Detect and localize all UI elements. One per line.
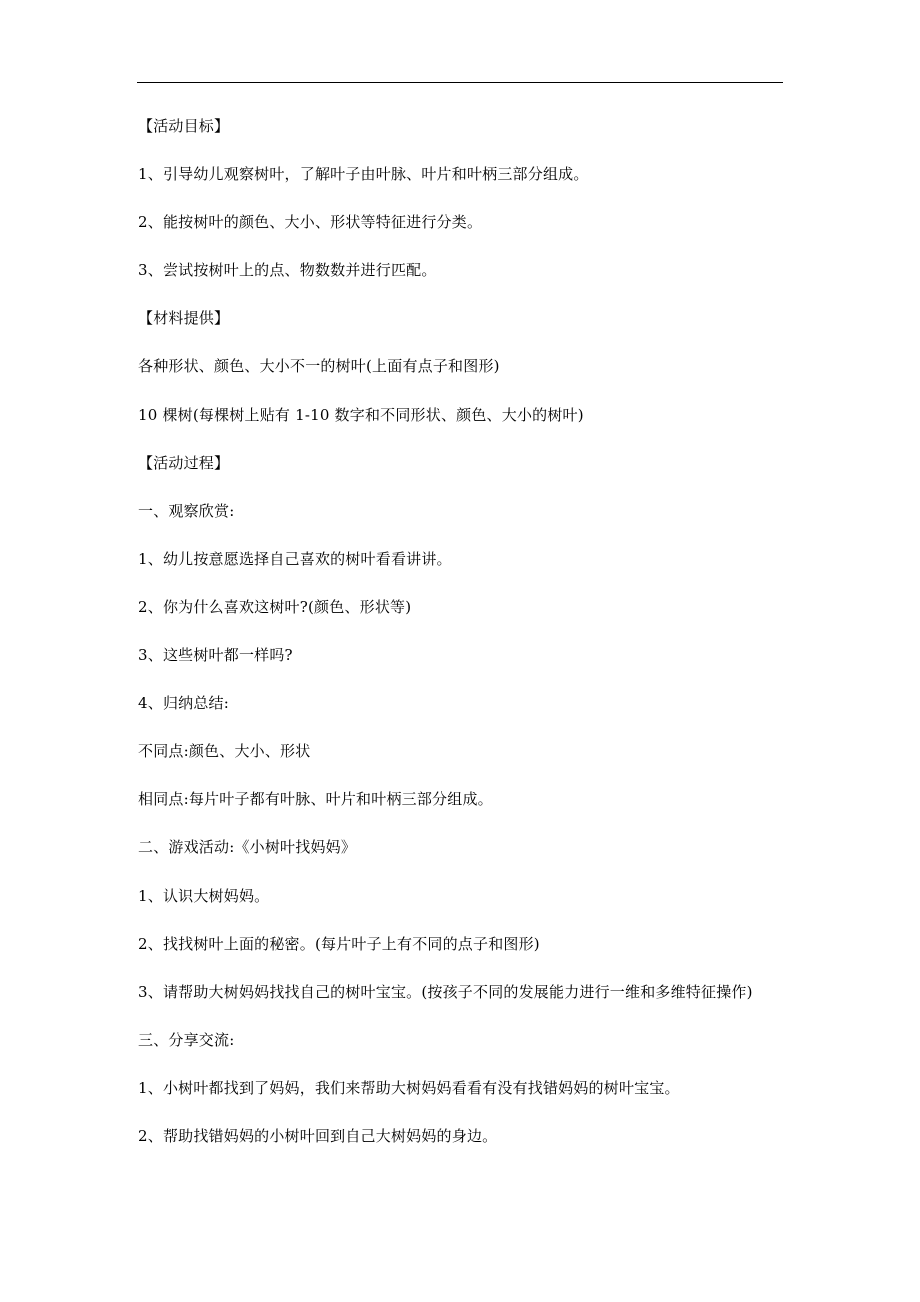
goal-item-3: 3、尝试按树叶上的点、物数数并进行匹配。 (138, 261, 437, 280)
section-heading-activity-goals: 【活动目标】 (138, 117, 230, 135)
subsection-heading-game: 二、游戏活动:《小树叶找妈妈》 (138, 838, 357, 857)
observe-item-3: 3、这些树叶都一样吗? (138, 646, 293, 665)
share-item-1: 1、小树叶都找到了妈妈，我们来帮助大树妈妈看看有没有找错妈妈的树叶宝宝。 (138, 1078, 680, 1097)
section-heading-materials: 【材料提供】 (138, 309, 230, 328)
material-item-1: 各种形状、颜色、大小不一的树叶(上面有点子和图形) (138, 357, 500, 376)
game-item-2: 2、找找树叶上面的秘密。(每片叶子上有不同的点子和图形) (138, 934, 540, 953)
header-rule (137, 82, 783, 83)
subsection-heading-share: 三、分享交流: (138, 1030, 235, 1049)
document-body (138, 112, 798, 1170)
goal-item-2: 2、能按树叶的颜色、大小、形状等特征进行分类。 (138, 213, 483, 232)
section-heading-process: 【活动过程】 (138, 453, 230, 472)
observe-item-4: 4、归纳总结: (138, 694, 229, 713)
game-item-3: 3、请帮助大树妈妈找找自己的树叶宝宝。(按孩子不同的发展能力进行一维和多维特征操作) (138, 982, 753, 1001)
share-item-2: 2、帮助找错妈妈的小树叶回到自己大树妈妈的身边。 (138, 1126, 498, 1145)
summary-similarities: 相同点:每片叶子都有叶脉、叶片和叶柄三部分组成。 (138, 790, 493, 809)
observe-item-1: 1、幼儿按意愿选择自己喜欢的树叶看看讲讲。 (138, 549, 452, 568)
subsection-heading-observe: 一、观察欣赏: (138, 501, 235, 520)
summary-differences: 不同点:颜色、大小、形状 (138, 742, 311, 761)
goal-item-1: 1、引导幼儿观察树叶，了解叶子由叶脉、叶片和叶柄三部分组成。 (138, 165, 589, 184)
material-item-2: 10 棵树(每棵树上贴有 1-10 数字和不同形状、颜色、大小的树叶) (138, 405, 584, 424)
game-item-1: 1、认识大树妈妈。 (138, 886, 270, 905)
observe-item-2: 2、你为什么喜欢这树叶?(颜色、形状等) (138, 597, 412, 616)
